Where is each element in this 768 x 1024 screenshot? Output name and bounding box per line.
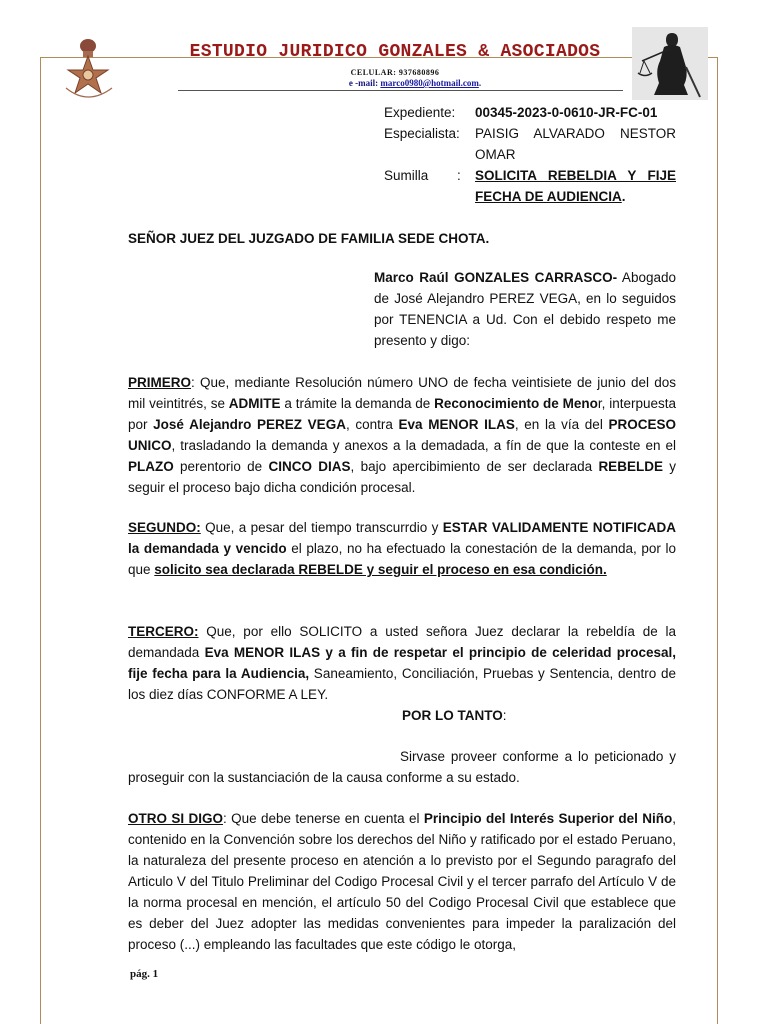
firm-phone: CELULAR: 937680896 — [350, 68, 440, 77]
email-suffix: . — [478, 78, 482, 88]
heading-primero: PRIMERO — [128, 375, 192, 390]
especialista-label: Especialista: — [384, 126, 460, 141]
heading-tercero: TERCERO: — [128, 624, 199, 639]
intro-paragraph: Marco Raúl GONZALES CARRASCO- Abogado de José Alejandro PEREZ VEGA, en lo seguidos por TENENCIA a Ud. Con el debido respeto me presento y digo: — [374, 270, 676, 348]
email-label: e -mail: — [348, 78, 379, 88]
especialista-value: PAISIG ALVARADO NESTOR OMAR — [475, 126, 676, 162]
justice-statue-logo-icon — [632, 27, 708, 100]
lawyer-name: Marco Raúl GONZALES CARRASCO- — [374, 270, 618, 285]
firm-name: ESTUDIO JURIDICO GONZALES & ASOCIADOS — [189, 42, 601, 62]
sumilla-label: Sumilla — [384, 168, 429, 183]
star-medal-logo-icon — [58, 32, 122, 102]
sumilla-colon: : — [457, 168, 461, 183]
header-rule — [178, 90, 623, 91]
paragraph-primero: PRIMERO: Que, mediante Resolución número UNO de fecha veintisiete de junio del dos mil veintitrés, se ADMITE a trámite la demanda de Reconocimiento de Menor, interpuesta por José Alejandro PEREZ VEGA, contra Eva MENOR ILAS, en la vía del PROCESO UNICO, trasladando la demanda y anexos a la demadada, a fín de que la conteste en el PLAZO perentorio de CINCO DIAS, bajo apercibimiento de ser declarada REBELDE y seguir el proceso bajo dicha condición procesal. — [128, 375, 677, 495]
expediente-label: Expediente: — [384, 105, 456, 120]
heading-otrosi: OTRO SI DIGO — [128, 811, 223, 826]
paragraph-otrosi: OTRO SI DIGO: Que debe tenerse en cuenta el Principio del Interés Superior del Niño, contenido en la Convención sobre los derechos del Niño y ratificado por el estado Peruano, la naturaleza del presente proceso en atención a lo previsto por el Segundo paragrafo del Articulo V del Titulo Preliminar del Codigo Procesal Civil y el tercer parrafo del Artículo V de la norma procesal en mención, el artículo 50 del Codigo Procesal Civil que establece que es deber del Juez adopter las medidas convenientes para impeder la paralización del proceso (...) empleando las facultades que este código le otorga, — [128, 811, 676, 952]
page-border-left — [40, 57, 41, 1024]
firm-email-line — [300, 78, 530, 88]
sumilla-value: SOLICITA REBELDIA Y FIJE FECHA DE AUDIENCIA. — [475, 168, 676, 204]
page-border-right — [717, 57, 718, 1024]
closing-paragraph: Sirvase proveer conforme a lo peticionado y proseguir con la sustanciación de la causa conforme a su estado. — [128, 749, 676, 785]
page-number: pág. 1 — [130, 968, 159, 980]
heading-segundo: SEGUNDO: — [128, 520, 201, 535]
expediente-value: 00345-2023-0-0610-JR-FC-01 — [475, 105, 658, 120]
paragraph-tercero: TERCERO: Que, por ello SOLICITO a usted señora Juez declarar la rebeldía de la demandada Eva MENOR ILAS y a fin de respetar el principio de celeridad procesal, fije fecha para la Audiencia, Saneamiento, Conciliación, Pruebas y Sentencia, dentro de los diez días CONFORME A LEY. — [128, 624, 676, 702]
por-lo-tanto: POR LO TANTO: — [402, 708, 507, 723]
paragraph-segundo: SEGUNDO: Que, a pesar del tiempo transcurrdio y ESTAR VALIDAMENTE NOTIFICADA la demandada y vencido el plazo, no ha efectuado la conestación de la demanda, por lo que solicito sea declarada REBELDE y seguir el proceso en esa condición. — [128, 520, 676, 577]
email-link[interactable]: marco0980@hotmail.com — [380, 78, 479, 88]
addressee: SEÑOR JUEZ DEL JUZGADO DE FAMILIA SEDE CHOTA. — [128, 231, 490, 246]
